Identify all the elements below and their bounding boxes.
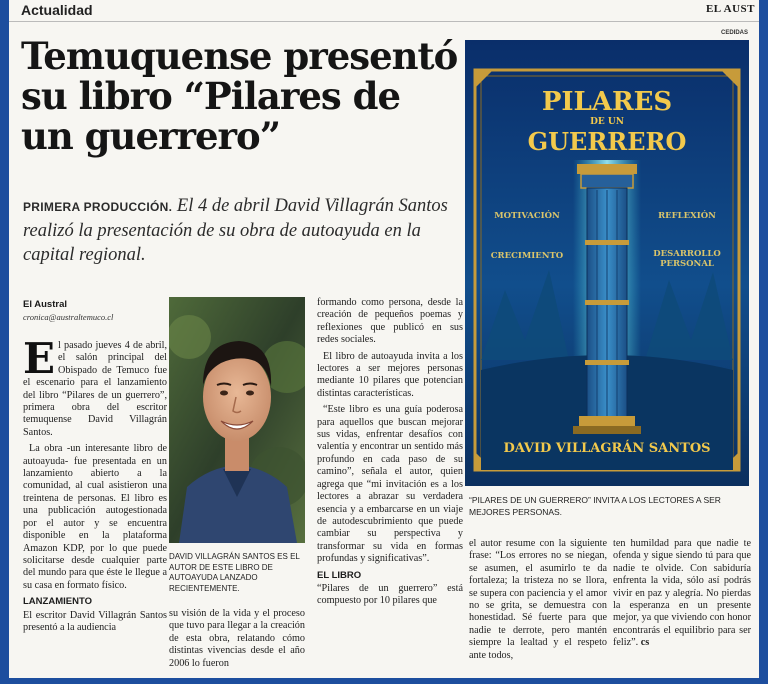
book-author: DAVID VILLAGRÁN SANTOS: [503, 441, 711, 456]
end-mark: cs: [640, 637, 650, 649]
drop-cap: E: [23, 334, 56, 383]
author-portrait-illustration: [169, 297, 305, 543]
book-title-bottom: GUERRERO: [527, 127, 687, 156]
photo-caption: DAVID VILLAGRÁN SANTOS ES EL AUTOR DE ESTE LIBRO DE AUTOAYUDA LANZADO RECIENTEMENTE.: [169, 552, 300, 593]
paragraph-1: [23, 334, 167, 439]
photo-credit: CEDIDAS: [721, 30, 749, 36]
article-headline: Temuquense presentó su libro “Pilares de un guerrero”: [21, 34, 458, 158]
paragraph-10: [613, 538, 751, 650]
masthead: EL AUST: [705, 3, 755, 15]
book-word-personal: PERSONAL: [660, 259, 714, 269]
paragraph-2: La obra -un interesante libro de autoayuda- fue presentada en un lanzamiento abierto a la comunidad, al cual asistieron una treintena de personas. El libro es una publicación autogestionada por el autor y se encuentra disponible en la plataforma Amazon KDP, por lo que puede solicitarse desde cualquier parte del mundo para que éste le llegue a su casa en formato físico.: [23, 443, 167, 591]
section-header: [9, 0, 759, 22]
lede-kicker: PRIMERA PRODUCCIÓN.: [23, 200, 173, 214]
book-cover-illustration: [465, 40, 749, 486]
paragraph-6: El libro de autoayuda invita a los lectores a ser mejores personas mediante 10 pilares que potencian distintas características.: [317, 350, 463, 399]
paragraph-10-text: ten humildad para que nadie te ofenda y sigue siendo tú para que nadie te olvide. Con sabiduría enfrenta la vida, sólo así podrás vivir en paz y alegría. No pierdas la esperanza en un presente mejor, ya que viviendo con honor encontrarás el equilibrio para ser feliz”.: [613, 538, 751, 649]
newspaper-page: [9, 0, 759, 678]
paragraph-3: El escritor David Villagrán Santos presentó a la audiencia: [23, 609, 167, 633]
subhead-lanzamiento: LANZAMIENTO: [23, 596, 92, 608]
book-title-top: PILARES: [541, 87, 673, 117]
byline: [23, 299, 163, 322]
lede-text: El 4 de abril David Villagrán Santos realizó la presentación de su obra de autoayuda en la capital regional.: [23, 196, 448, 265]
paragraph-8: “Pilares de un guerrero” está compuesto por 10 pilares que: [317, 582, 463, 607]
paragraph-1-text: l pasado jueves 4 de abril, el salón principal del Obispado de Temuco fue el escenario para el lanzamiento del libro “Pilares de un guerrero”, primera obra del escritor temuquense David Villagrán Santos.: [23, 340, 167, 438]
article-column-5: [613, 538, 751, 654]
subhead-el-libro: EL LIBRO: [317, 569, 362, 581]
book-word-motivacion: MOTIVACIÓN: [494, 211, 560, 221]
article-column-2: [169, 608, 305, 674]
book-word-crecimiento: CRECIMIENTO: [490, 251, 564, 261]
book-word-desarrollo: DESARROLLO: [653, 249, 721, 259]
author-photo: [169, 297, 305, 543]
book-cover: [465, 40, 749, 486]
article-column-3: [317, 297, 463, 612]
book-title-mid: DE UN: [590, 117, 624, 127]
book-word-reflexion: REFLEXIÓN: [658, 211, 716, 221]
paragraph-4: su visión de la vida y el proceso que tuvo para llegar a la creación de esta obra, relatando cómo distintas vivencias desde el año 2006 lo fueron: [169, 608, 305, 669]
paragraph-7: “Este libro es una guía poderosa para aquellos que buscan mejorar sus vidas, enfrentar desafíos con valentía y encontrar un sentido más profundo en cada paso de su camino”, señala el autor, quien agrega que “mi invitación es a los lectores a abrazar su verdadera esencia y a embarcarse en un viaje de autodescubrimiento que puede cambiar su perspectiva y transformar su vida en formas profundas y significativas”.: [317, 404, 463, 565]
byline-author: El Austral: [23, 299, 67, 310]
article-lede: [23, 194, 463, 267]
article-column-4: [469, 538, 607, 666]
paragraph-9: el autor resume con la siguiente frase: “Los errores no se niegan, se asumen, el asumirlo te da fortaleza; la tristeza no se llora, se supera con paciencia y el amor no se grita, se demuestra con honestidad. Sé fuerte para que nadie te derrote, pero mantén siempre la lealtad y el respeto ante todos,: [469, 538, 607, 661]
paragraph-5: formando como persona, desde la creación de pequeños poemas y reflexiones que publicó en sus redes sociales.: [317, 297, 463, 346]
byline-email: cronica@australtemuco.cl: [23, 312, 114, 322]
section-label: Actualidad: [21, 2, 93, 18]
article-column-1: [23, 334, 167, 638]
book-caption: “PILARES DE UN GUERRERO” INVITA A LOS LECTORES A SER MEJORES PERSONAS.: [469, 495, 721, 517]
